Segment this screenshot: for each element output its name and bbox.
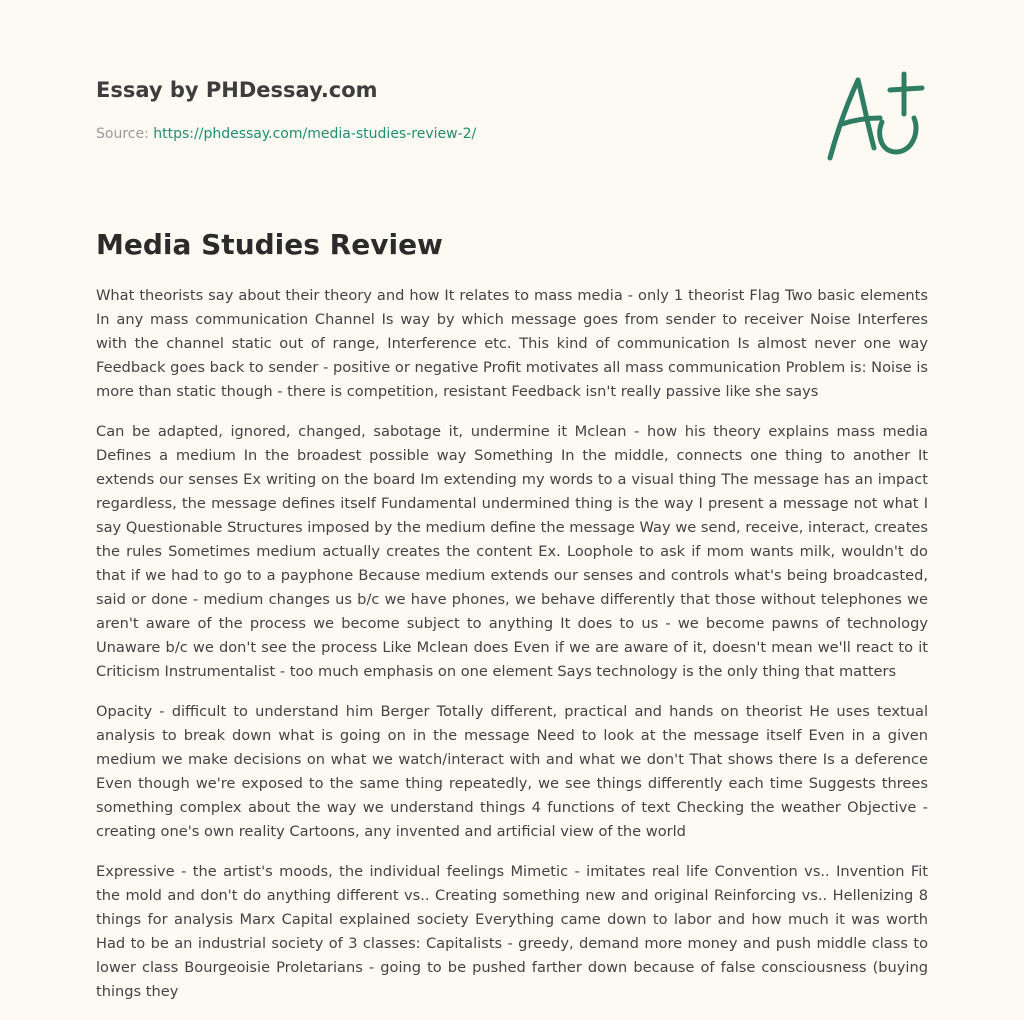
essay-title: Media Studies Review [96,228,443,261]
source-label: Source: [96,126,149,142]
essay-paragraph: What theorists say about their theory and how It relates to mass media - only 1 theorist Flag Two basic elements In any mass communication Channel Is way by which message goes from sender to receiver Noise Interferes with the channel static out of range, Interference etc. This kind of communication Is almost never one way Feedback goes back to sender - positive or negative Profit motivates all mass communication Problem is: Noise is more than static though - there is competition, resistant Feedback isn't really passive like she says [96,287,928,400]
source-link[interactable]: https://phdessay.com/media-studies-review-2/ [153,126,477,142]
brand-title: Essay by PHDessay.com [96,78,378,102]
essay-paragraph: Expressive - the artist's moods, the individual feelings Mimetic - imitates real life Convention vs.. Invention Fit the mold and don't do anything different vs.. Creating something new and original Reinforcing vs.. Hellenizing 8 things for analysis Marx Capital explained society Everything came down to labor and how much it was worth Had to be an industrial society of 3 classes: Capitalists - greedy, demand more money and push middle class to lower class Bourgeoisie Proletarians - going to be pushed farther down because of false consciousness (buying things they [96,863,928,1000]
document-header [96,70,928,144]
source-line [96,124,928,144]
essay-paragraph: Opacity - difficult to understand him Berger Totally different, practical and hands on theorist He uses textual analysis to break down what is going on in the message Need to look at the message itself Even in a given medium we make decisions on what we watch/interact with and what we don't That shows there Is a deference Even though we're exposed to the same thing repeatedly, we see things differently each time Suggests threes something complex about the way we understand things 4 functions of text Checking the weather Objective - creating one's own reality Cartoons, any invented and artificial view of the world [96,703,928,840]
essay-paragraph: Can be adapted, ignored, changed, sabotage it, undermine it Mclean - how his theory explains mass media Defines a medium In the broadest possible way Something In the middle, connects one thing to another It extends our senses Ex writing on the board Im extending my words to a visual thing The message has an impact regardless, the message defines itself Fundamental undermined thing is the way I present a message not what I say Questionable Structures imposed by the medium define the message Way we send, receive, interact, creates the rules Sometimes medium actually creates the content Ex. Loophole to ask if mom wants milk, wouldn't do that if we had to go to a payphone Because medium extends our senses and controls what's being broadcasted, said or done - medium changes us b/c we have phones, we behave differently that those without telephones we aren't aware of the process we become subject to anything It does to us - we become pawns of technology Unaware b/c we don't see the process Like Mclean does Even if we are aware of it, doesn't mean we'll react to it Criticism Instrumentalist - too much emphasis on one element Says technology is the only thing that matters [96,423,928,680]
a-plus-grade-icon [822,66,932,166]
essay-body [96,284,928,1020]
